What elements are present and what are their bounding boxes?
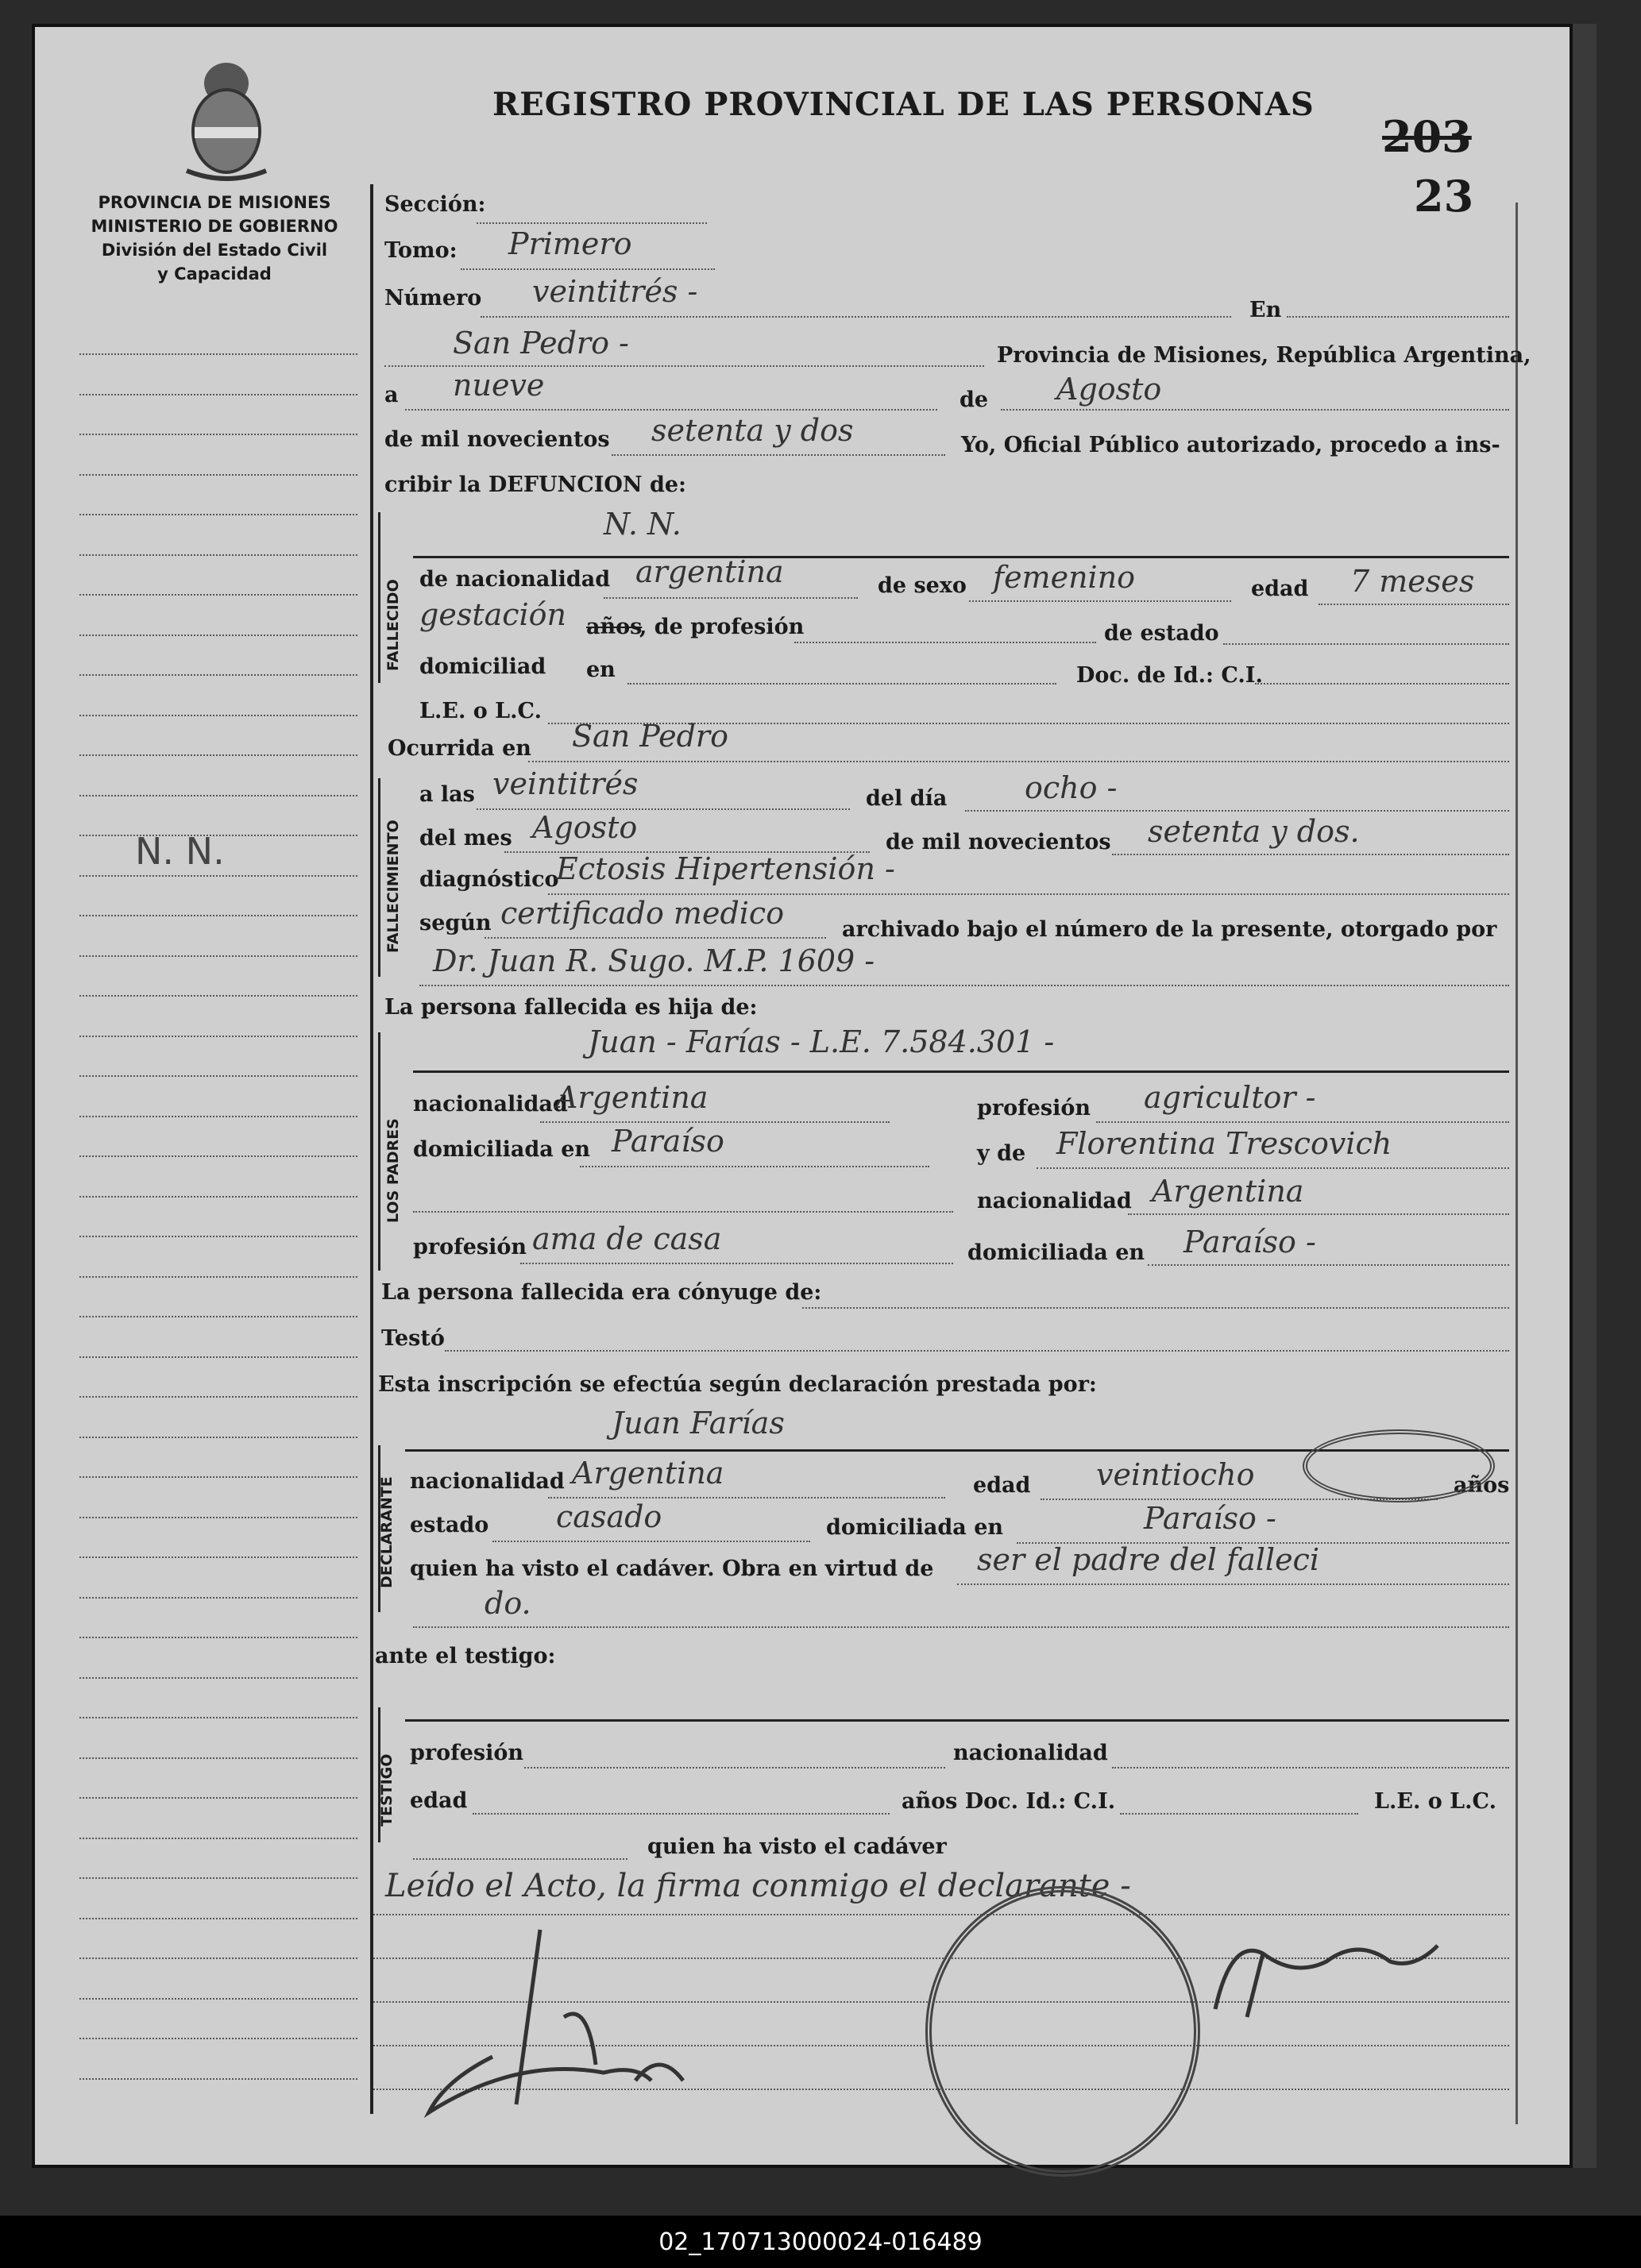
domicilio-line [627,683,1056,685]
tomo-label: Tomo: [384,238,458,263]
padres-profesion-line [1096,1121,1509,1123]
margin-ruled-line [79,1838,357,1839]
declarante-domicilio-value: Paraíso - [1144,1501,1276,1536]
testo-label: Testó [381,1326,445,1351]
doc-line [1255,683,1509,685]
nacionalidad-line [604,597,858,599]
margin-ruled-line [79,474,357,476]
profesion-label: , de profesión [639,615,805,639]
partial-seal-icon [1303,1429,1495,1502]
margin-ruled-line [79,1196,357,1198]
page-title: REGISTRO PROVINCIAL DE LAS PERSONAS [492,86,1315,123]
margin-ruled-line [79,1918,357,1919]
nacionalidad-label: de nacionalidad [419,567,611,592]
mil-fallecimiento-label: de mil novecientos [886,830,1111,854]
ante-testigo-label: ante el testigo: [375,1644,556,1668]
profesion-line [794,642,1096,643]
testigo-edad-line [473,1813,890,1815]
dia-fallecimiento-line [965,810,1509,812]
officer-signature-icon [1183,1906,1469,2033]
edad-value: 7 meses [1350,564,1475,599]
org-line-3: División del Estado Civil [101,241,328,260]
de-label: de [960,388,989,412]
margin-ruled-line [79,1597,357,1599]
a-label: a [384,383,399,407]
testigo-nombre-line [405,1719,1509,1722]
padres-nacionalidad-value: Argentina [556,1080,709,1115]
testigo-profesion-label: profesión [410,1741,524,1765]
margin-ruled-line [79,1236,357,1237]
margin-ruled-line [79,715,357,716]
margin-ruled-line [79,514,357,515]
padres-domicilio2-line [1148,1264,1509,1266]
del-dia-label: del día [866,786,948,811]
padres-profesion2-line [520,1263,953,1264]
coat-of-arms-icon [171,52,282,183]
margin-ruled-line [79,1396,357,1398]
hora-value: veintitrés [492,766,639,801]
margin-ruled-line [79,1316,357,1317]
org-line-4: y Capacidad [157,264,272,284]
diagnostico-line [548,893,1509,895]
declarante-estado-label: estado [410,1513,489,1537]
tomo-value: Primero [508,226,632,261]
margin-ruled-line [79,1356,357,1358]
testigo-le-label: L.E. o L.C. [1374,1789,1496,1814]
declarante-nacionalidad-label: nacionalidad [410,1469,565,1494]
testigo-nacionalidad-line [1112,1767,1509,1768]
padres-nacionalidad-line [540,1121,890,1123]
del-mes-label: del mes [419,826,512,850]
margin-ruled-line [79,1958,357,1959]
mes-value: Agosto [1056,372,1162,407]
issuing-organization [71,191,357,286]
margin-ruled-line [79,434,357,435]
declarante-edad-value: veintiocho [1096,1457,1255,1492]
dia-line [405,409,937,411]
margin-ruled-line [79,1036,357,1037]
margin-ruled-line [79,1556,357,1558]
anio-fallecimiento-value: setenta y dos. [1148,814,1360,849]
declarante-virtud-line-2 [413,1626,1509,1628]
margin-ruled-line [79,1437,357,1438]
sexo-value: femenino [993,560,1136,595]
image-id-footer: 02_170713000024-016489 [0,2216,1641,2268]
padres-section-label: LOS PADRES [384,1118,402,1223]
official-seal-icon [925,1886,1200,2177]
conyuge-line [802,1307,1509,1309]
diagnostico-label: diagnóstico [419,867,559,892]
doc-label: Doc. de Id.: C.I. [1076,663,1263,688]
estado-line [1223,643,1509,645]
padres-nacionalidad2-line [1128,1213,1509,1215]
ocurrida-value: San Pedro [572,719,728,754]
padres-domiciliada2-label: domiciliada en [967,1240,1145,1265]
testigo-edad-label: edad [410,1788,468,1813]
margin-ruled-line [79,1155,357,1157]
testigo-visto-label: quien ha visto el cadáver [647,1834,947,1859]
margin-ruled-line [79,1476,357,1478]
conyuge-label: La persona fallecida era cónyuge de: [381,1280,822,1305]
padre-line [413,1070,1509,1073]
medico-line [419,985,1509,986]
anos-label: años [586,615,643,639]
margin-ruled-line [79,955,357,957]
declarante-virtud-value-2: do. [485,1586,531,1621]
y-de-label: y de [977,1141,1026,1166]
segun-line [485,937,826,939]
margin-name: N. N. [135,830,225,873]
medico-value: Dr. Juan R. Sugo. M.P. 1609 - [433,943,875,978]
margin-ruled-line [79,554,357,556]
declarante-anos-label: años [1454,1473,1510,1498]
margin-ruled-line [79,915,357,916]
padres-profesion-value: agricultor - [1144,1080,1316,1115]
testigo-anos-doc-label: años Doc. Id.: C.I. [902,1789,1116,1814]
dia-value: nueve [453,368,545,403]
gestacion-value: gestación [419,597,567,632]
testigo-doc-line [1120,1813,1358,1815]
declarante-section-label: DECLARANTE [378,1476,396,1588]
declarante-domiciliada-label: domiciliada en [826,1515,1004,1540]
declarante-estado-value: casado [556,1499,662,1534]
segun-value: certificado medico [500,896,785,931]
declarante-edad-label: edad [973,1473,1031,1498]
margin-ruled-line [79,995,357,997]
anio-fallecimiento-line [1112,854,1509,855]
margin-ruled-line [79,754,357,756]
padres-profesion2-value: ama de casa [532,1221,722,1256]
padres-profesion2-label: profesión [413,1235,527,1259]
fallecimiento-section-label: FALLECIMIENTO [384,820,402,953]
declarante-nombre: Juan Farías [612,1406,785,1441]
testigo-nacionalidad-label: nacionalidad [953,1741,1108,1765]
declarante-nacionalidad-value: Argentina [572,1456,724,1491]
numero-label: Número [384,286,482,310]
domiciliado-label: domiciliad [419,654,546,679]
edad-label: edad [1251,577,1309,601]
mil-label: de mil novecientos [384,427,610,452]
padres-nacionalidad2-value: Argentina [1152,1174,1304,1209]
right-rule [1516,202,1518,2124]
inscribir-text: cribir la DEFUNCION de: [384,472,686,497]
provincia-text: Provincia de Misiones, República Argentina, [997,343,1531,368]
margin-ruled-line [79,353,357,355]
fallecido-section-label: FALLECIDO [384,579,402,671]
margin-ruled-line [79,634,357,636]
margin-ruled-line [79,1276,357,1278]
declarante-estado-line [492,1541,810,1542]
ocurrida-label: Ocurrida en [388,736,531,761]
mes-fallecimiento-value: Agosto [532,810,638,845]
padres-profesion-label: profesión [977,1096,1091,1120]
margin-ruled-line [79,1637,357,1638]
seccion-line [477,222,707,224]
padres-domicilio-line [580,1166,929,1167]
padres-domicilio2-value: Paraíso - [1183,1225,1316,1259]
declarante-virtud-value: ser el padre del falleci [977,1542,1319,1577]
fallecido-nombre: N. N. [604,507,681,542]
nacionalidad-value: argentina [635,554,784,589]
padres-domicilio-value: Paraíso [612,1124,724,1159]
margin-ruled-line [79,1717,357,1718]
anio-value: setenta y dos [651,413,854,448]
segun-label: según [419,911,492,935]
testo-line [445,1350,1509,1352]
nombre-line [413,556,1509,558]
folio-number: 23 [1414,171,1474,222]
margin-ruled-line [79,1877,357,1879]
declarante-nacionalidad-line [548,1497,945,1498]
margin-ruled-line [79,1998,357,2000]
edad-line [1319,604,1509,605]
testigo-section-label: TESTIGO [378,1753,396,1826]
padres-domiciliada-label: domiciliada en [413,1137,591,1162]
margin-ruled-line [79,1116,357,1117]
margin-ruled-line [79,1797,357,1799]
anio-line [612,454,945,456]
en-label: En [1249,298,1282,322]
estado-label: de estado [1104,621,1219,646]
archivado-text: archivado bajo el número de la presente, otorgado por [842,917,1497,942]
margin-ruled-line [79,1075,357,1077]
margin-ruled-line [79,1517,357,1518]
org-line-2: MINISTERIO DE GOBIERNO [91,217,338,236]
margin-ruled-line [79,1757,357,1759]
declaracion-label: Esta inscripción se efectúa según declaración prestada por: [378,1372,1097,1397]
margin-ruled-line [79,875,357,877]
tomo-line [461,268,715,270]
margin-ruled-line [79,1677,357,1679]
lugar-value: San Pedro - [453,326,629,361]
hija-de-label: La persona fallecida es hija de: [384,995,758,1020]
mes-line [1001,409,1509,411]
dia-fallecimiento-value: ocho - [1025,770,1118,805]
testigo-profesion-line [524,1767,945,1768]
sexo-label: de sexo [878,573,967,598]
testigo-visto-line [413,1858,627,1860]
margin-rule [370,184,373,2114]
folio-struck: 203 [1382,111,1472,162]
margin-ruled-line [79,795,357,796]
madre-value: Florentina Trescovich [1056,1126,1392,1161]
numero-value: veintitrés - [532,274,698,309]
en-line [1287,316,1509,318]
margin-ruled-line [79,674,357,676]
margin-ruled-line [79,594,357,596]
a-las-label: a las [419,782,475,807]
padre-value: Juan - Farías - L.E. 7.584.301 - [588,1024,1055,1059]
padres-blank-line [413,1211,953,1213]
lugar-line [384,365,984,367]
sexo-line [969,600,1231,602]
org-line-1: PROVINCIA DE MISIONES [98,193,331,212]
padres-nacionalidad2-label: nacionalidad [977,1189,1132,1213]
declarante-virtud-line [957,1583,1509,1585]
madre-line [1037,1167,1509,1169]
numero-line [481,316,1231,318]
en-domicilio-label: en [586,658,616,682]
closing-text: Leído el Acto, la firma conmigo el declarante - [385,1868,1131,1904]
ocurrida-line [528,761,1509,762]
le-label: L.E. o L.C. [419,699,542,723]
book-edge [1573,24,1597,2168]
seccion-label: Sección: [384,192,486,217]
declarante-signature-icon [397,1922,731,2128]
padres-nacionalidad-label: nacionalidad [413,1092,568,1117]
margin-ruled-line [79,394,357,395]
declarante-visto-label: quien ha visto el cadáver. Obra en virtud de [410,1556,934,1581]
diagnostico-value: Ectosis Hipertensión - [556,851,895,886]
margin-ruled-line [79,2078,357,2080]
margin-ruled-line [79,2038,357,2039]
oficial-text: Yo, Oficial Público autorizado, procedo a ins- [961,433,1500,457]
